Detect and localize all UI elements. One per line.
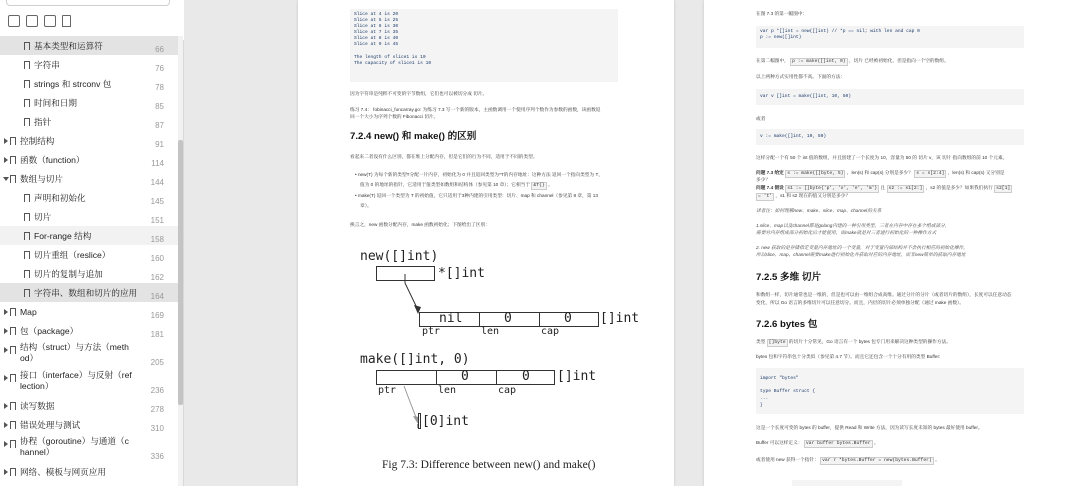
figure-empty-array — [418, 413, 421, 429]
toc-item-page: 76 — [155, 64, 164, 73]
toc-item-page: 145 — [150, 197, 164, 206]
paragraph: 类型 []byte 的切片十分常见，Go 语言有一个 bytes 包专门用来解决这种类型的操作方法。 — [756, 339, 951, 345]
bookmark-icon — [24, 213, 30, 221]
section-heading-7-2-5: 7.2.5 多维 切片 — [756, 272, 822, 283]
code-line: Slice at 6 is 30 — [354, 24, 399, 30]
paragraph: 变化，所以 Go 语言的多维切片可以任意切分。而且，内层的切片必须单独分配（通过 make 函数）。 — [756, 300, 965, 305]
figure-make-label: make([]int, 0) — [360, 352, 470, 367]
figure-caption: Fig 7.3: Difference between new() and make() — [382, 459, 596, 471]
toc-item-page: 336 — [150, 452, 164, 461]
pdf-page-right — [704, 0, 1080, 486]
toc-item[interactable] — [0, 169, 178, 188]
bookmark-icon — [24, 232, 30, 240]
toc-item[interactable] — [0, 188, 178, 207]
toc-item[interactable] — [0, 302, 178, 321]
figure-slice-type: []int — [600, 311, 640, 326]
code-line: type Buffer struct { — [760, 389, 816, 394]
toc-item[interactable] — [0, 321, 178, 340]
toc-item-page: 91 — [155, 140, 164, 149]
code-line: p := new([]int) — [760, 35, 802, 41]
bookmark-icon — [24, 289, 30, 297]
paragraph: 因为字符串是纯粹不可变的字节数组，它们也可以被切分成 切片。 — [350, 91, 488, 96]
paragraph: 在第二幅图中， p := make([]int, 0) ，切片 已经被初始化，但是指向一个空的数组。 — [756, 58, 949, 64]
outline-search-input[interactable] — [6, 0, 170, 6]
code-line: var v []int = make([]int, 10, 50) — [760, 94, 851, 99]
toc-item-page: 66 — [155, 45, 164, 54]
question-7-4-cont: = 't' ，s1 和 s2 现在的值又分别是多少？ — [758, 193, 851, 199]
toc-item-label: 数组与切片 — [20, 174, 63, 184]
paragraph: 这样分配一个有 50 个 int 值的数组，并且创建了一个长度为 10，容量为 50 的 切片 v，该 切片 指向数组的前 10 个元素。 — [756, 155, 1008, 160]
code-line: } — [760, 403, 763, 408]
toc-item-label: 字符串、数组和切片的应用 — [34, 288, 138, 298]
toc-item-label: 字符串 — [34, 60, 60, 70]
translator-note: 2. new 获取的是存储指定变量内存地址的一个变量，对于变量内部结构并不会执行相应的初始化操作， — [756, 245, 968, 250]
bookmark-view-icon[interactable] — [62, 15, 71, 27]
toc-item-label: Map — [20, 307, 37, 317]
bookmark-icon — [24, 251, 30, 259]
bookmark-icon — [10, 308, 16, 316]
bookmark-icon — [24, 61, 30, 69]
bookmark-icon — [10, 327, 16, 335]
code-line: v := make([]int, 10, 50) — [760, 134, 827, 139]
code-line: Slice at 7 is 35 — [354, 30, 399, 36]
paragraph: 这是一个长度可变的 bytes 的 buffer，提供 Read 和 Write 方法，因为读写长度未知的 bytes 最好使用 buffer。 — [756, 425, 983, 430]
toc-item-page: 181 — [150, 330, 164, 339]
toc-item-label: 切片 — [34, 212, 52, 222]
pdf-page-left — [298, 0, 674, 486]
question-7-4: 问题 7.4 假设 s1 := []byte{'p', 'o', 'e', 'm'} 且 s2 := s1[2:] ，s2 的值是多少？如果我们执行 s2[1] — [756, 185, 1011, 191]
code-line: import "bytes" — [760, 376, 799, 381]
toc-item[interactable] — [0, 434, 178, 462]
exercise-text-cont: 回一个大小为序列个数的 Fibonacci 切片。 — [350, 114, 439, 119]
paragraph: 看起来二者没有什么区别，都在堆上分配内存，但是它们的行为不同，适用于不同的类型。 — [350, 154, 538, 159]
bookmark-icon — [10, 175, 16, 183]
paragraph: bytes 包和字符串包十分类似（参见第 4.7 节）。而且它还包含一个十分有用的类型 Buffer: — [756, 354, 941, 359]
toc-item-label: 指针 — [34, 117, 52, 127]
divider — [479, 312, 480, 327]
chevron-right-icon[interactable] — [4, 441, 8, 447]
toc-item-label: strings 和 strconv 包 — [34, 79, 112, 89]
toc-item[interactable] — [0, 283, 178, 302]
toc-item-label: 错误处理与测试 — [20, 420, 81, 430]
toc-item-label: 时间和日期 — [34, 98, 77, 108]
code-line: Slice at 4 is 20 — [354, 12, 399, 17]
sidebar-toolbar — [0, 0, 184, 40]
paragraph: 在图 7.3 的第一幅图中： — [756, 11, 808, 16]
chevron-right-icon[interactable] — [4, 375, 8, 381]
toc-item-page: 310 — [150, 424, 164, 433]
toc-item[interactable] — [0, 340, 178, 368]
translator-note: 1.slice、map以及channel都是golang内建的一种引用类型，三者在内存中存在多个组成部分， — [756, 223, 950, 228]
figure-len-value: 0 — [504, 311, 512, 326]
toc-item-page: 78 — [155, 83, 164, 92]
figure-ptr-label: ptr — [422, 326, 441, 337]
toc-item[interactable] — [0, 150, 178, 169]
bullet-new-a: • new(T) 为每个新的类型T分配一片内存，初始化为 0 并且返回类型为*T的内存地址：这种方法 返回一个指向类型为 T， — [355, 172, 604, 177]
figure-cap-label: cap — [541, 326, 560, 337]
chevron-right-icon[interactable] — [4, 469, 8, 475]
bookmark-icon — [24, 80, 30, 88]
code-line: Slice at 8 is 40 — [354, 36, 399, 42]
code-block — [756, 129, 1024, 145]
bookmark-icon — [10, 374, 16, 382]
toc-item-page: 160 — [150, 254, 164, 263]
toc-item-page: 164 — [150, 292, 164, 301]
toc-item[interactable] — [0, 368, 178, 396]
bookmark-icon — [10, 440, 16, 448]
toc-item-page: 151 — [150, 216, 164, 225]
toc-item-label: 声明和初始化 — [34, 193, 86, 203]
bookmark-icon — [24, 99, 30, 107]
divider — [436, 370, 437, 385]
translator-note: 所以slice、map、channel需要make进行初始化并获取对应的内存地址，而非new简单的获取内存地址 — [756, 252, 966, 257]
toc-item[interactable] — [0, 74, 178, 93]
toc-item[interactable] — [0, 112, 178, 131]
figure-ptr-label: ptr — [378, 385, 397, 396]
sidebar-scrollbar[interactable] — [178, 36, 183, 486]
toc-item[interactable] — [0, 264, 178, 283]
toc-item-label: 切片重组（reslice） — [34, 250, 111, 260]
toc-item-page: 205 — [150, 358, 164, 367]
figure-pointer-type: *[]int — [438, 266, 485, 281]
code-block — [756, 368, 1024, 414]
code-line: The capacity of slice1 is 10 — [354, 60, 432, 66]
toc-item[interactable] — [0, 93, 178, 112]
toc-item-page: 114 — [151, 159, 164, 168]
bookmark-icon — [10, 156, 16, 164]
code-line: Slice at 5 is 25 — [354, 18, 399, 24]
figure-array-type: [0]int — [422, 414, 469, 429]
paragraph: 和数组一样，切片通常也是一维的，但是也可以由一维组合成高维。通过分片的分片（或者切片的数组），长度可以任意动态 — [756, 292, 1012, 297]
sidebar-scrollbar-thumb[interactable] — [178, 140, 183, 405]
toc-item-page: 158 — [150, 235, 164, 244]
code-line: var p *[]int = new([]int) // *p == nil; with len and cap 0 — [760, 29, 920, 34]
figure-cap-value: 0 — [564, 311, 572, 326]
bullet-make-a: • make(T) 返回一个类型为 T 的初始值，它只适用于3种内建的引用类型：切片、map 和 channel（参见第 8 章，第 13 — [355, 193, 599, 198]
toc-item[interactable] — [0, 226, 178, 245]
divider — [496, 370, 497, 385]
translator-note-title: 译者注：如何理解new、make、slice、map、channel的关系 — [756, 208, 882, 213]
chevron-down-icon[interactable] — [3, 177, 9, 181]
thumbnail-view-icon[interactable] — [8, 15, 20, 27]
code-line: ... — [760, 396, 769, 401]
toc-item-label: 包（package） — [20, 326, 79, 336]
translator-note: 需要对内存组成部分初始化后才能使用，而make就是对三者进行初始化的一种操作方式 — [756, 230, 937, 235]
toc-item-label: 协程（goroutine）与通道（c hannel） — [20, 436, 129, 457]
figure-arrows — [298, 0, 674, 486]
toc-item-label: 函数（function） — [20, 155, 85, 165]
toc-item[interactable] — [0, 131, 178, 150]
toc-item-page: 278 — [150, 405, 164, 414]
divider — [539, 312, 540, 327]
figure-nil-value: nil — [439, 311, 463, 326]
bullet-make-b: 章）。 — [360, 203, 372, 208]
code-block — [756, 26, 1024, 48]
chevron-right-icon[interactable] — [4, 422, 8, 428]
table-of-contents — [0, 36, 178, 486]
toc-item-label: 基本类型和运算符 — [34, 41, 103, 51]
toc-item-label: 读写数据 — [20, 401, 55, 411]
code-line: Slice at 9 is 45 — [354, 42, 399, 48]
figure-slice-type-make: []int — [557, 369, 597, 384]
chevron-right-icon[interactable] — [4, 403, 8, 409]
toc-item[interactable] — [0, 36, 178, 55]
section-heading-7-2-4: 7.2.4 new() 和 make() 的区别 — [350, 131, 477, 142]
figure-cap-label: cap — [498, 385, 517, 396]
bullet-new-b: 值为 0 的地址的指针，它适用于值类型如数组和结构体（参见第 10 章）；它相当于 &T{} 。 — [360, 182, 553, 188]
question-7-3: 问题 7.3 给定 s := make([]byte, 5) ，len(s) 和 cap(s) 分别是多少？ s = s[2:4] ，len(s) 和 cap(s) 又分别是 — [756, 170, 1005, 176]
toc-item[interactable] — [0, 245, 178, 264]
paragraph: Buffer 可以这样定义： var buffer bytes.Buffer 。 — [756, 440, 879, 446]
paragraph: 或者使用 new 获得一个指针： var r *bytes.Buffer = new(bytes.Buffer) 。 — [756, 457, 940, 463]
toc-item-page: 236 — [150, 386, 164, 395]
paragraph: 换言之，new 函数分配内存，make 函数初始化；下图给出了区别： — [350, 222, 490, 227]
toc-item-label: For-range 结构 — [34, 231, 92, 241]
bookmark-icon — [10, 421, 16, 429]
toc-item-page: 85 — [155, 102, 164, 111]
bookmark-icon — [10, 468, 16, 476]
chevron-right-icon[interactable] — [4, 328, 8, 334]
question-7-3-cont: 多少？ — [756, 177, 771, 182]
figure-len-label: len — [481, 326, 500, 337]
code-block — [756, 89, 1024, 105]
toc-item[interactable] — [0, 462, 178, 481]
outline-view-icon[interactable] — [26, 15, 38, 27]
toc-item-label: 结构（struct）与方法（meth od） — [20, 342, 129, 363]
bookmark-icon — [24, 42, 30, 50]
toc-item-label: 控制结构 — [20, 136, 55, 146]
chevron-right-icon[interactable] — [4, 347, 8, 353]
bookmark-icon — [10, 137, 16, 145]
toc-item-page: 169 — [150, 311, 164, 320]
chevron-right-icon[interactable] — [4, 309, 8, 315]
figure-cap-value-make: 0 — [522, 369, 530, 384]
bookmark-icon — [10, 346, 16, 354]
paragraph: 以上两种方式实用性都不高。下面的方法： — [756, 74, 846, 79]
toc-item-page: 144 — [150, 178, 164, 187]
chevron-right-icon[interactable] — [4, 138, 8, 144]
bookmark-icon — [24, 194, 30, 202]
bookmark-icon — [24, 270, 30, 278]
toc-item[interactable] — [0, 415, 178, 434]
toc-item-page: 87 — [155, 121, 164, 130]
figure-len-value-make: 0 — [461, 369, 469, 384]
code-line: The length of slice1 is 10 — [354, 54, 426, 60]
bookmark-icon — [24, 118, 30, 126]
figure-new-label: new([]int) — [360, 249, 439, 264]
annotation-view-icon[interactable] — [44, 15, 56, 27]
toc-item-label: 接口（interface）与反射（ref lection） — [20, 370, 132, 391]
bookmark-icon — [10, 402, 16, 410]
toc-item[interactable] — [0, 207, 178, 226]
code-block-partial — [792, 480, 902, 486]
toc-item-label: 网络、模板与网页应用 — [20, 467, 106, 477]
toc-item-label: 切片的复制与追加 — [34, 269, 103, 279]
paragraph: 或者 — [756, 116, 766, 121]
toc-item[interactable] — [0, 396, 178, 415]
outline-sidebar — [0, 0, 184, 486]
figure-len-label: len — [438, 385, 457, 396]
chevron-right-icon[interactable] — [4, 157, 8, 163]
toc-item-page: 162 — [150, 273, 164, 282]
exercise-text: 练习 7.4： fobinacci_funcarray.go: 为练习 7.3 写一个新的版本，主函数调用一个使用序列个数作为参数的函数，该函数返 — [350, 107, 601, 112]
section-heading-7-2-6: 7.2.6 bytes 包 — [756, 319, 818, 330]
toc-item[interactable] — [0, 55, 178, 74]
